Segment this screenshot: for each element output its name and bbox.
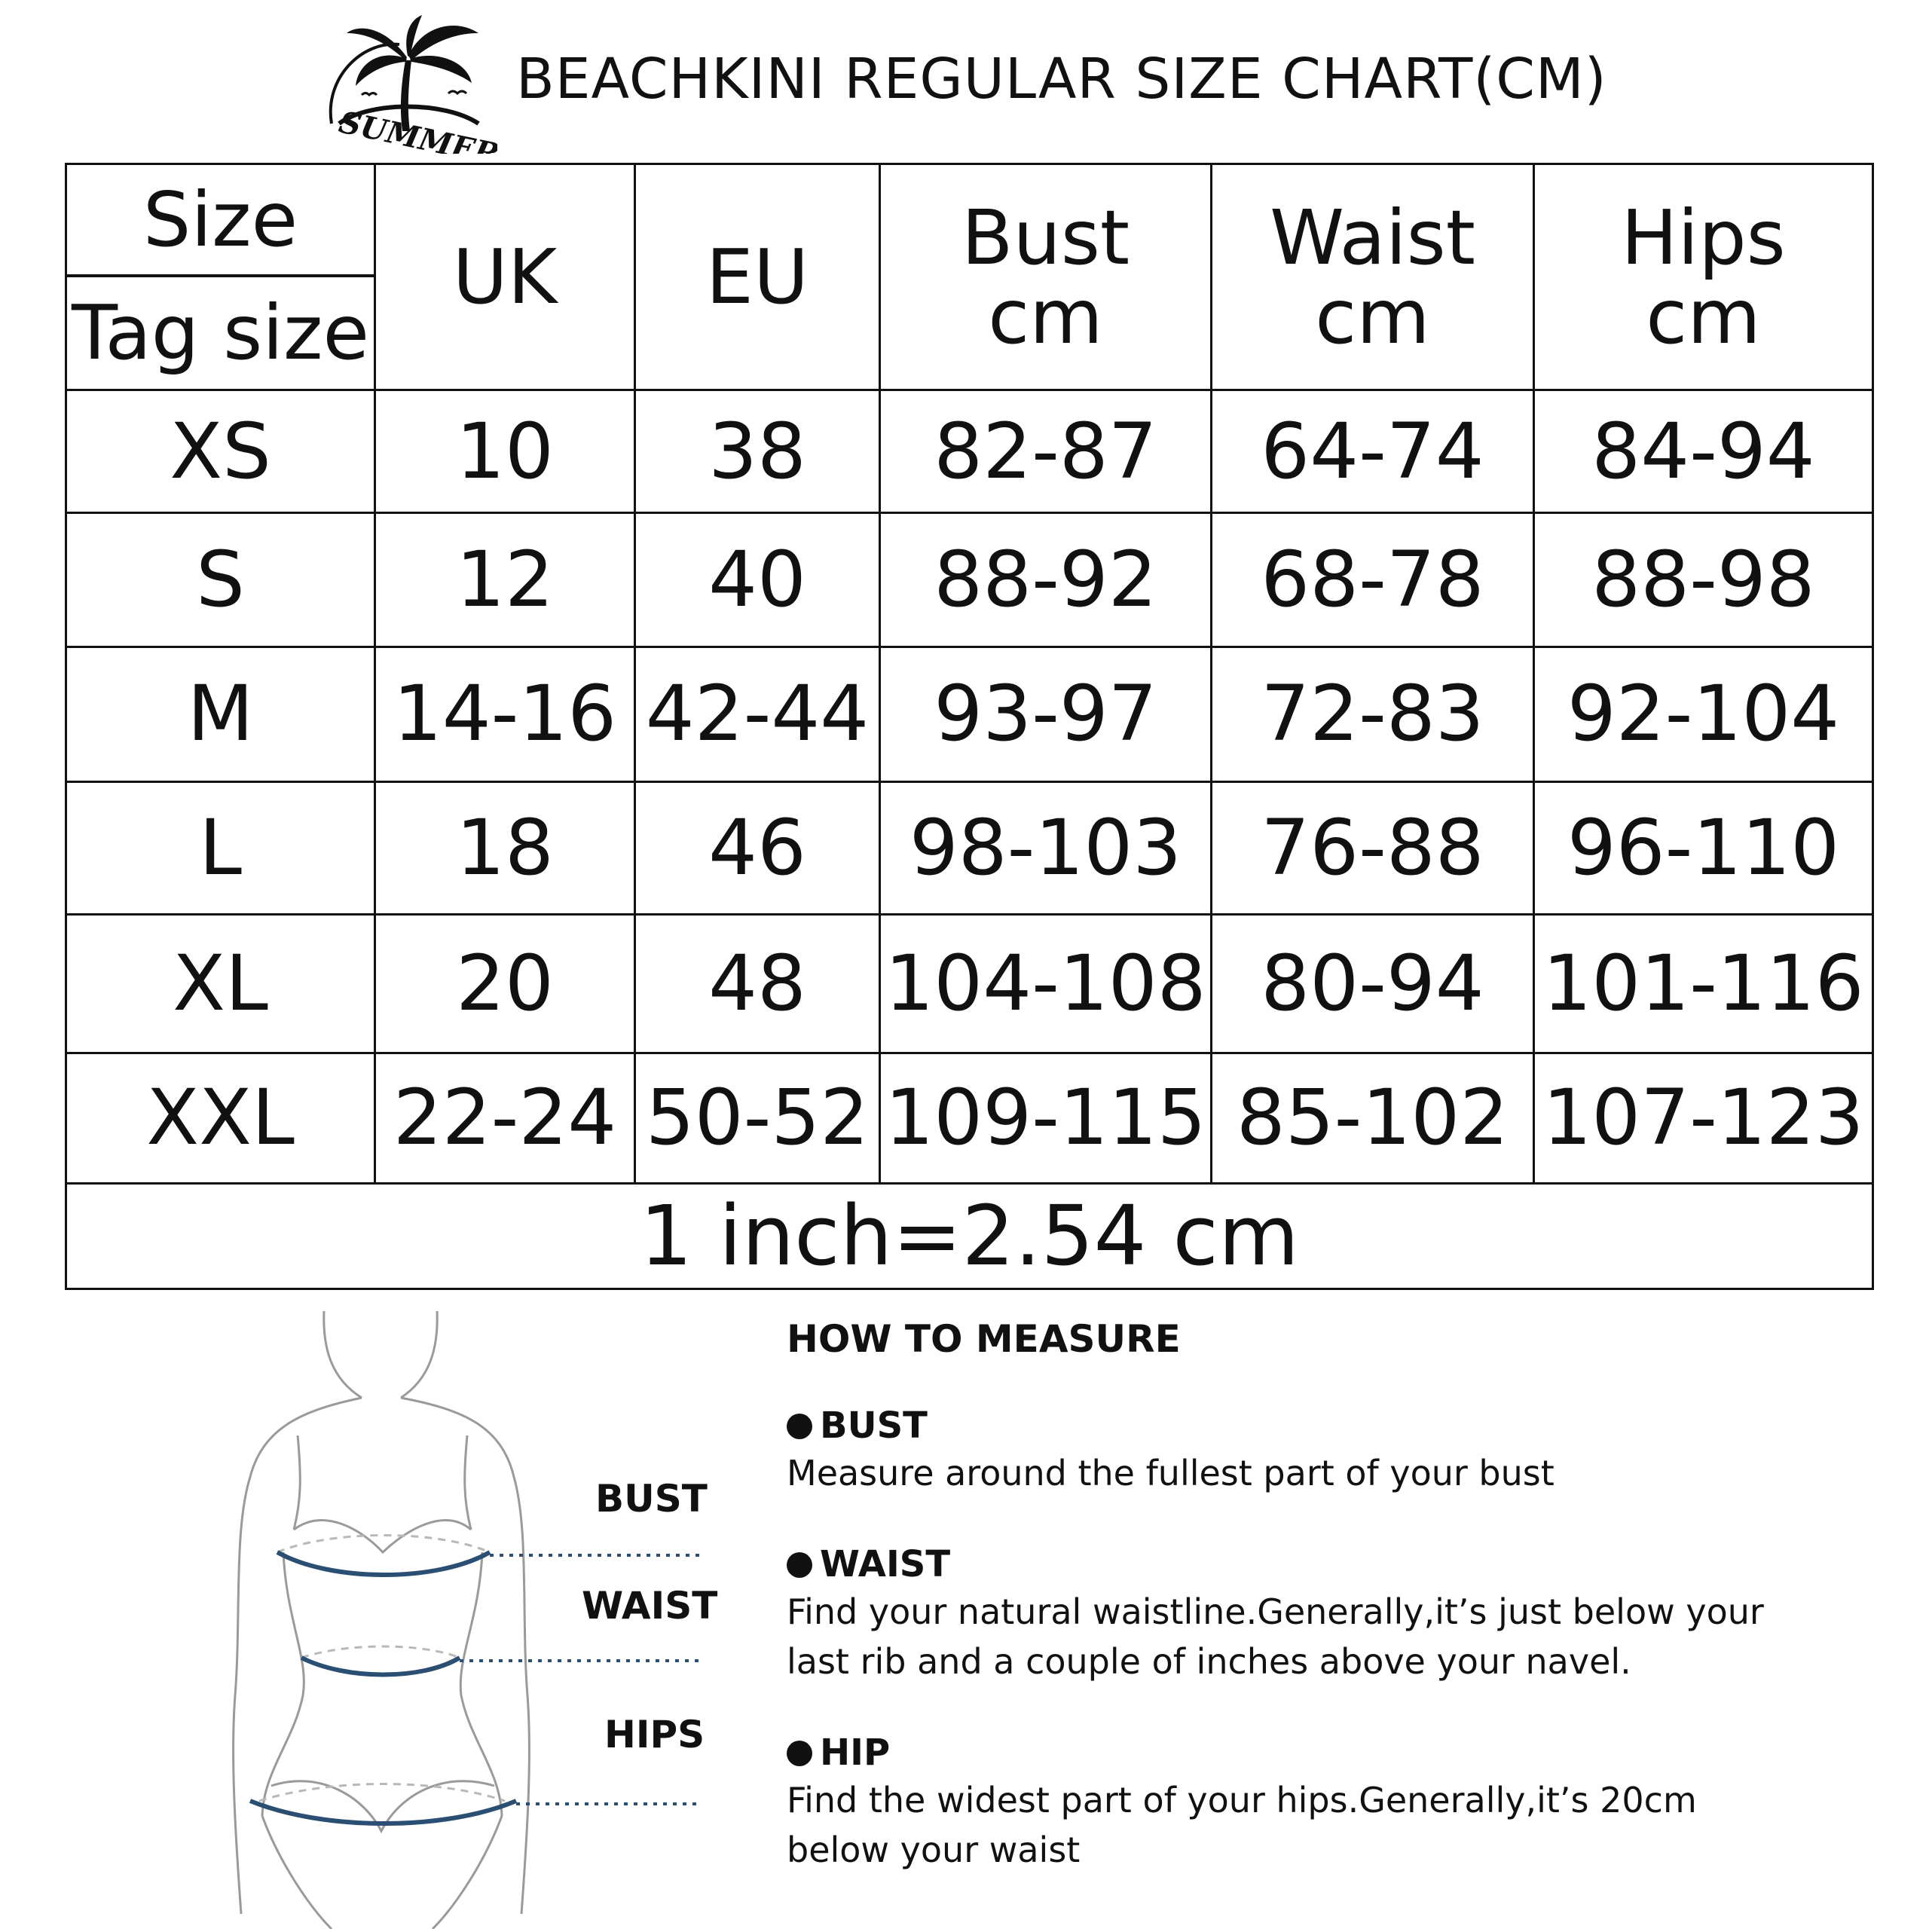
waist-header — [1212, 164, 1534, 390]
table-row — [66, 781, 1873, 914]
bust-desc-line: Measure around the fullest part of your bust — [787, 1453, 1555, 1493]
bust-title: BUST — [820, 1405, 928, 1447]
summer-logo — [316, 11, 497, 154]
hips-header-line1: Hips — [1621, 193, 1786, 282]
logo-text: SUMMER — [335, 104, 497, 154]
bullet-icon — [787, 1414, 812, 1439]
size-chart-table — [65, 163, 1874, 1290]
table-row — [66, 1053, 1873, 1183]
measure-item-title — [787, 1543, 1879, 1585]
measure-item-title — [787, 1732, 1879, 1774]
hips-header-line2: cm — [1646, 272, 1761, 361]
waist-cell: 72-83 — [1212, 647, 1534, 781]
waist-cell: 76-88 — [1212, 781, 1534, 914]
conversion-note: 1 inch=2.54 cm — [66, 1183, 1873, 1289]
waist-cell: 85-102 — [1212, 1053, 1534, 1183]
waist-cell: 80-94 — [1212, 914, 1534, 1053]
bust-cell: 104-108 — [880, 914, 1212, 1053]
uk-cell: 14-16 — [375, 647, 635, 781]
how-to-measure-heading: HOW TO MEASURE — [787, 1317, 1181, 1361]
bullet-icon — [787, 1552, 812, 1578]
eu-cell: 46 — [635, 781, 880, 914]
size-header: Size — [66, 164, 375, 276]
uk-cell: 12 — [375, 513, 635, 647]
table-row — [66, 647, 1873, 781]
tag-cell: S — [66, 513, 375, 647]
eu-cell: 48 — [635, 914, 880, 1053]
hips-cell: 96-110 — [1534, 781, 1873, 914]
body-measure-diagram — [219, 1304, 731, 1929]
bust-desc — [787, 1448, 1879, 1498]
waist-desc-line: Find your natural waistline.Generally,it’s just below your — [787, 1591, 1764, 1632]
bust-cell: 82-87 — [880, 390, 1212, 513]
uk-cell: 20 — [375, 914, 635, 1053]
waist-cell: 64-74 — [1212, 390, 1534, 513]
eu-cell: 40 — [635, 513, 880, 647]
bust-header-line1: Bust — [961, 193, 1130, 282]
bust-cell: 98-103 — [880, 781, 1212, 914]
bust-label: BUST — [595, 1477, 708, 1521]
tag-cell: XL — [66, 914, 375, 1053]
tag-cell: XS — [66, 390, 375, 513]
waist-desc — [787, 1587, 1879, 1686]
hips-label: HIPS — [604, 1713, 705, 1756]
table-row — [66, 390, 1873, 513]
bust-cell: 109-115 — [880, 1053, 1212, 1183]
waist-title: WAIST — [820, 1543, 951, 1585]
hips-cell: 107-123 — [1534, 1053, 1873, 1183]
waist-cell: 68-78 — [1212, 513, 1534, 647]
uk-cell: 22-24 — [375, 1053, 635, 1183]
table-row — [66, 513, 1873, 647]
uk-header: UK — [375, 164, 635, 390]
hips-cell: 92-104 — [1534, 647, 1873, 781]
waist-label: WAIST — [582, 1584, 718, 1628]
uk-cell: 10 — [375, 390, 635, 513]
bust-cell: 88-92 — [880, 513, 1212, 647]
eu-cell: 38 — [635, 390, 880, 513]
bust-header-line2: cm — [988, 272, 1103, 361]
hips-cell: 101-116 — [1534, 914, 1873, 1053]
eu-header: EU — [635, 164, 880, 390]
eu-cell: 50-52 — [635, 1053, 880, 1183]
bust-cell: 93-97 — [880, 647, 1212, 781]
measure-item-title — [787, 1405, 1879, 1447]
waist-header-line2: cm — [1315, 272, 1430, 361]
tag-cell: M — [66, 647, 375, 781]
tag-cell: L — [66, 781, 375, 914]
hips-header — [1534, 164, 1873, 390]
uk-cell: 18 — [375, 781, 635, 914]
hips-cell: 88-98 — [1534, 513, 1873, 647]
page-title: BEACHKINI REGULAR SIZE CHART(CM) — [516, 47, 1607, 112]
waist-desc-line: last rib and a couple of inches above your navel. — [787, 1641, 1631, 1682]
waist-header-line1: Waist — [1270, 193, 1475, 282]
hips-cell: 84-94 — [1534, 390, 1873, 513]
hip-desc — [787, 1775, 1879, 1875]
hip-desc-line: below your waist — [787, 1830, 1081, 1870]
bust-header — [880, 164, 1212, 390]
tag-size-header: Tag size — [66, 276, 375, 390]
tag-cell: XXL — [66, 1053, 375, 1183]
hip-desc-line: Find the widest part of your hips.Generally,it’s 20cm — [787, 1780, 1697, 1820]
how-to-measure-section — [787, 1317, 1879, 1920]
bullet-icon — [787, 1741, 812, 1766]
table-row — [66, 914, 1873, 1053]
hip-title: HIP — [820, 1732, 891, 1774]
eu-cell: 42-44 — [635, 647, 880, 781]
